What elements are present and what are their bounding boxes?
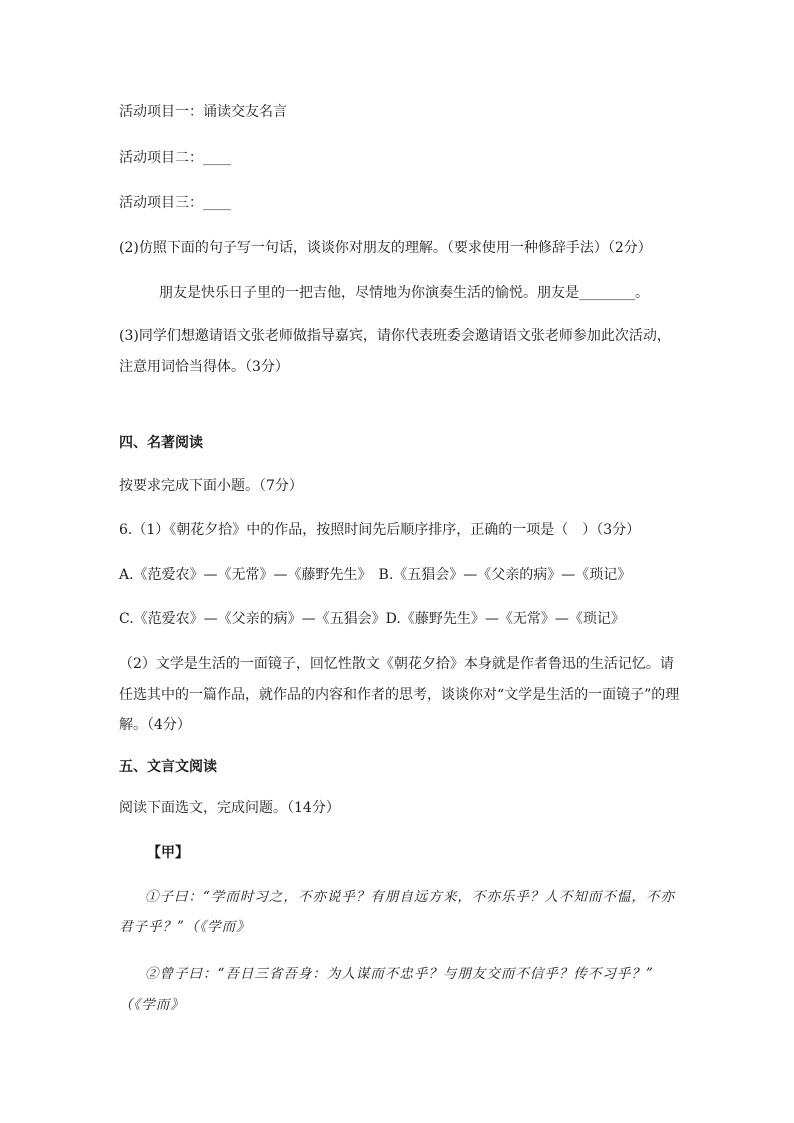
- options-c-d: C.《范爱农》—《父亲的病》—《五猖会》D.《藤野先生》—《无常》—《琐记》: [119, 611, 625, 627]
- passage-1-line-1: ①子曰：“学而时习之，不亦说乎？有朋自远方来，不亦乐乎？人不知而不愠，不亦: [145, 889, 675, 905]
- question-2-prompt: (2)仿照下面的句子写一句话，谈谈你对朋友的理解。（要求使用一种修辞手法）（2分）: [119, 240, 652, 256]
- question-6-2-line-3: 解。（4分）: [119, 717, 191, 733]
- activity-item-2: 活动项目二：____: [119, 150, 231, 166]
- passage-2-line-1: ②曾子曰：“吾日三省吾身：为人谋而不忠乎？与朋友交而不信乎？传不习乎？”: [145, 966, 654, 982]
- options-a-b: A.《范爱农》—《无常》—《藤野先生》 B.《五猖会》—《父亲的病》—《琐记》: [119, 567, 632, 583]
- question-6-1: 6.（1）《朝花夕拾》中的作品，按照时间先后顺序排序，正确的一项是（ ）（3分）: [119, 522, 641, 538]
- section-5-title: 五、文言文阅读: [119, 759, 217, 775]
- passage-1-line-2: 君子乎？”（《学而》: [119, 919, 251, 935]
- question-6-2-line-2: 任选其中的一篇作品，就作品的内容和作者的思考，谈谈你对“文学是生活的一面镜子”的理: [119, 687, 680, 703]
- passage-jia-heading: 【甲】: [147, 845, 189, 861]
- question-2-example: 朋友是快乐日子里的一把吉他，尽情地为你演奏生活的愉悦。朋友是________。: [159, 285, 649, 301]
- activity-item-3: 活动项目三：____: [119, 195, 231, 211]
- section-4-title: 四、名著阅读: [119, 435, 203, 451]
- passage-2-line-2: （《学而》: [119, 997, 185, 1013]
- section-5-instruction: 阅读下面选文，完成问题。（14分）: [119, 800, 340, 816]
- section-4-instruction: 按要求完成下面小题。（7分）: [119, 478, 303, 494]
- activity-item-1: 活动项目一：诵读交友名言: [119, 104, 287, 120]
- question-6-2-line-1: （2）文学是生活的一面镜子，回忆性散文《朝花夕拾》本身就是作者鲁迅的生活记忆。请: [119, 656, 674, 672]
- question-3-line-1: (3)同学们想邀请语文张老师做指导嘉宾，请你代表班委会邀请语文张老师参加此次活动，: [119, 328, 671, 344]
- question-3-line-2: 注意用词恰当得体。（3分）: [119, 359, 289, 375]
